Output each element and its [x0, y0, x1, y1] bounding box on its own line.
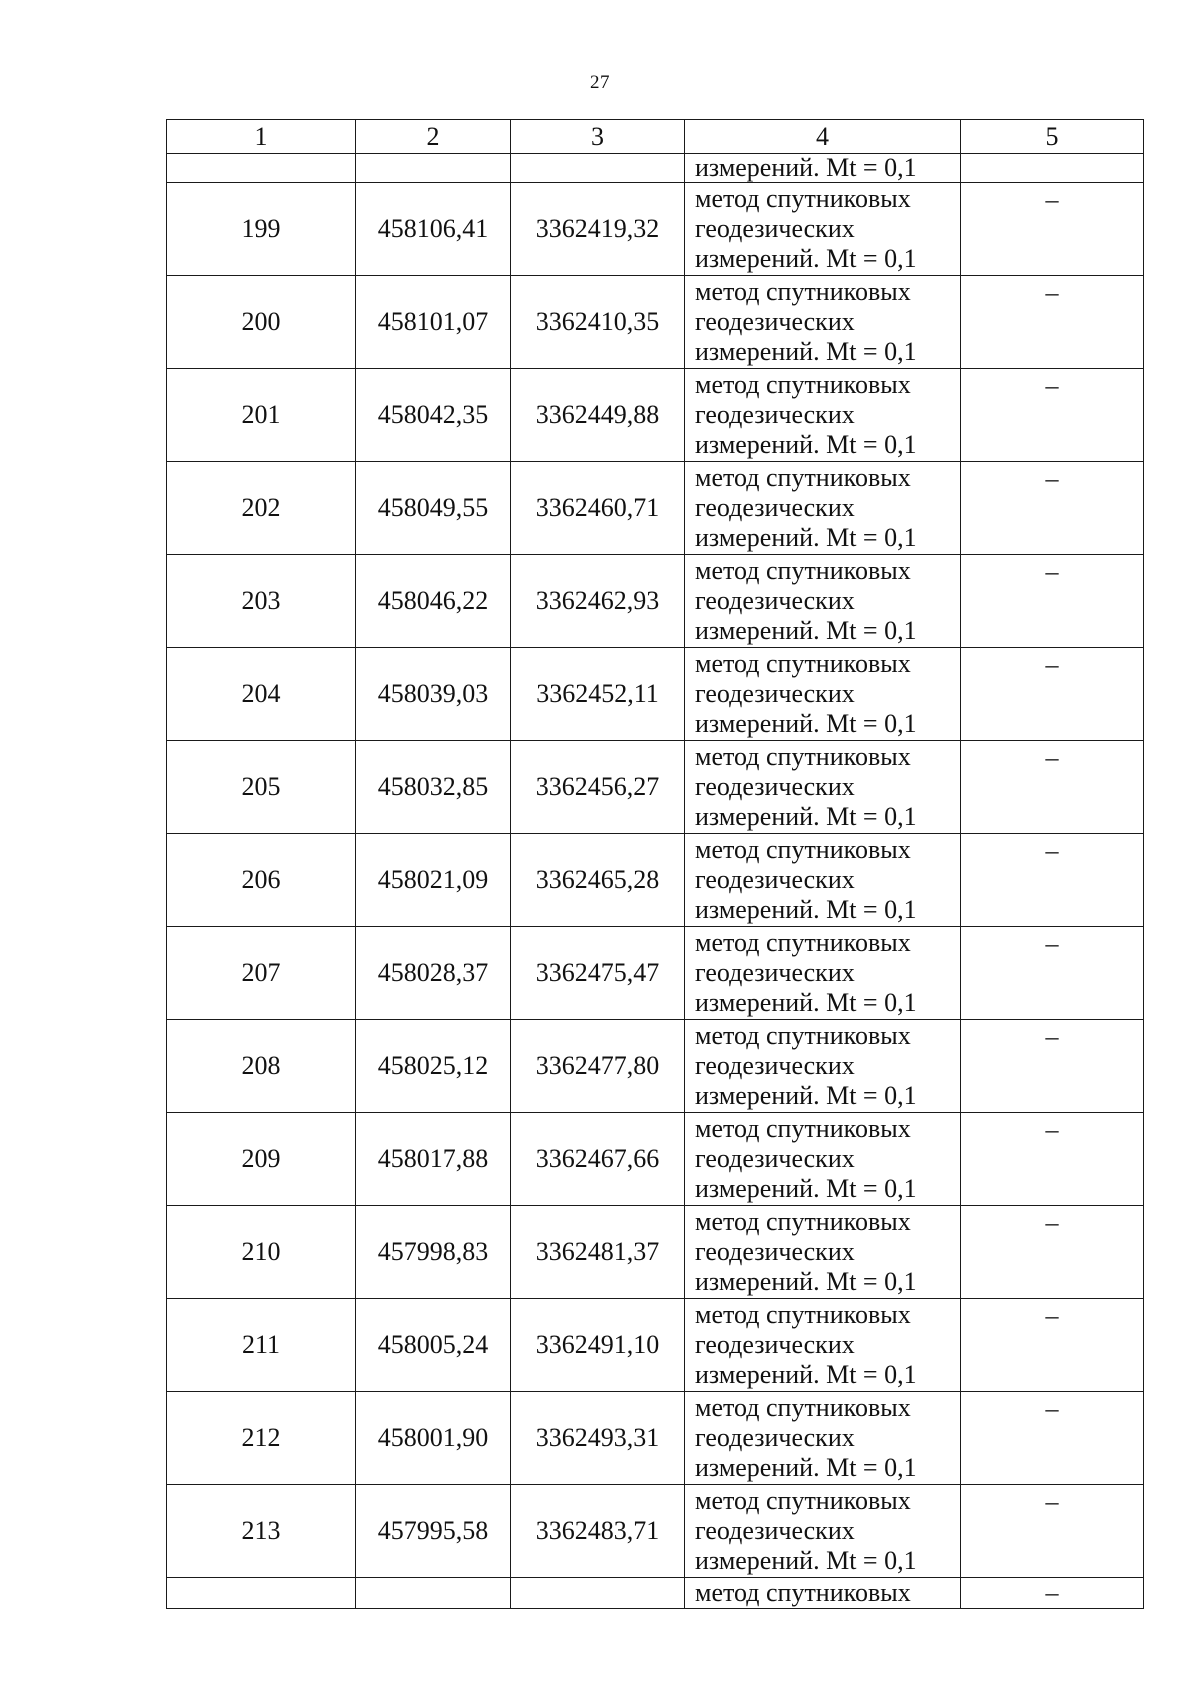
note-cell: –: [961, 1113, 1144, 1206]
method-text-line: метод спутниковых: [695, 1393, 911, 1422]
note-cell: –: [961, 1020, 1144, 1113]
y-coordinate-cell: 3362481,37: [511, 1206, 685, 1299]
note-cell: –: [961, 1485, 1144, 1578]
method-text-line: геодезических: [695, 586, 855, 615]
point-number-cell: 206: [167, 834, 356, 927]
tail-note-cell: –: [961, 1578, 1144, 1609]
method-text-line: измерений. Mt = 0,1: [695, 523, 917, 552]
method-text-line: геодезических: [695, 772, 855, 801]
note-cell: –: [961, 927, 1144, 1020]
method-text-line: метод спутниковых: [695, 1300, 911, 1329]
x-coordinate-cell: 458046,22: [356, 555, 511, 648]
method-cell: [685, 369, 961, 462]
y-coordinate-cell: 3362452,11: [511, 648, 685, 741]
continued-note-cell: [961, 154, 1144, 183]
point-number-cell: 207: [167, 927, 356, 1020]
method-text-line: измерений. Mt = 0,1: [695, 1081, 917, 1110]
y-coordinate-cell: 3362467,66: [511, 1113, 685, 1206]
method-text-line: геодезических: [695, 493, 855, 522]
note-cell: –: [961, 741, 1144, 834]
table-row: [167, 1020, 1144, 1113]
point-number-cell: 201: [167, 369, 356, 462]
method-text-line: измерений. Mt = 0,1: [695, 709, 917, 738]
header-row: [167, 120, 1144, 154]
note-cell: –: [961, 462, 1144, 555]
method-cell: [685, 834, 961, 927]
continued-y-cell: [511, 154, 685, 183]
method-cell: [685, 1392, 961, 1485]
note-cell: –: [961, 1392, 1144, 1485]
method-text-line: геодезических: [695, 958, 855, 987]
x-coordinate-cell: 457998,83: [356, 1206, 511, 1299]
y-coordinate-cell: 3362465,28: [511, 834, 685, 927]
method-cell: [685, 741, 961, 834]
x-coordinate-cell: 458039,03: [356, 648, 511, 741]
method-text-line: измерений. Mt = 0,1: [695, 895, 917, 924]
method-text-line: измерений. Mt = 0,1: [695, 1453, 917, 1482]
method-text-line: геодезических: [695, 1144, 855, 1173]
table-row: [167, 369, 1144, 462]
note-cell: –: [961, 834, 1144, 927]
y-coordinate-cell: 3362475,47: [511, 927, 685, 1020]
y-coordinate-cell: 3362493,31: [511, 1392, 685, 1485]
method-text-line: метод спутниковых: [695, 556, 911, 585]
method-text-line: метод спутниковых: [695, 1021, 911, 1050]
tail-x-cell: [356, 1578, 511, 1609]
method-text-line: измерений. Mt = 0,1: [695, 1174, 917, 1203]
method-text-line: геодезических: [695, 865, 855, 894]
column-header-4: 4: [685, 120, 961, 154]
x-coordinate-cell: 458025,12: [356, 1020, 511, 1113]
method-text-line: измерений. Mt = 0,1: [695, 337, 917, 366]
continued-point-cell: [167, 154, 356, 183]
method-text-line: геодезических: [695, 214, 855, 243]
method-text-line: геодезических: [695, 1330, 855, 1359]
point-number-cell: 213: [167, 1485, 356, 1578]
table-row: [167, 1206, 1144, 1299]
point-number-cell: 203: [167, 555, 356, 648]
table-row: [167, 276, 1144, 369]
note-cell: –: [961, 555, 1144, 648]
point-number-cell: 211: [167, 1299, 356, 1392]
point-number-cell: 199: [167, 183, 356, 276]
coordinates-table: [166, 119, 1144, 1609]
y-coordinate-cell: 3362449,88: [511, 369, 685, 462]
method-cell: [685, 648, 961, 741]
column-header-1: 1: [167, 120, 356, 154]
y-coordinate-cell: 3362410,35: [511, 276, 685, 369]
method-text-line: метод спутниковых: [695, 463, 911, 492]
x-coordinate-cell: 458032,85: [356, 741, 511, 834]
note-cell: –: [961, 183, 1144, 276]
method-text-line: метод спутниковых: [695, 835, 911, 864]
method-text-line: геодезических: [695, 679, 855, 708]
y-coordinate-cell: 3362483,71: [511, 1485, 685, 1578]
y-coordinate-cell: 3362456,27: [511, 741, 685, 834]
method-text-line: геодезических: [695, 1051, 855, 1080]
table-row: [167, 1113, 1144, 1206]
method-text-line: геодезических: [695, 1423, 855, 1452]
method-cell: [685, 276, 961, 369]
method-cell: [685, 1206, 961, 1299]
y-coordinate-cell: 3362477,80: [511, 1020, 685, 1113]
x-coordinate-cell: 458106,41: [356, 183, 511, 276]
table-row: [167, 741, 1144, 834]
tail-y-cell: [511, 1578, 685, 1609]
method-text-line: метод спутниковых: [695, 184, 911, 213]
method-text-line: измерений. Mt = 0,1: [695, 430, 917, 459]
method-text-line: метод спутниковых: [695, 928, 911, 957]
x-coordinate-cell: 458101,07: [356, 276, 511, 369]
table-row: [167, 834, 1144, 927]
x-coordinate-cell: 458001,90: [356, 1392, 511, 1485]
note-cell: –: [961, 276, 1144, 369]
continued-x-cell: [356, 154, 511, 183]
x-coordinate-cell: 458021,09: [356, 834, 511, 927]
table-row: [167, 1485, 1144, 1578]
table-row: [167, 183, 1144, 276]
x-coordinate-cell: 458049,55: [356, 462, 511, 555]
x-coordinate-cell: 458005,24: [356, 1299, 511, 1392]
point-number-cell: 209: [167, 1113, 356, 1206]
tail-point-cell: [167, 1578, 356, 1609]
note-cell: –: [961, 1206, 1144, 1299]
method-text-line: метод спутниковых: [695, 370, 911, 399]
method-text-line: измерений. Mt = 0,1: [695, 244, 917, 273]
column-header-5: 5: [961, 120, 1144, 154]
method-cell: [685, 927, 961, 1020]
method-text-line: метод спутниковых: [695, 1486, 911, 1515]
method-text-line: метод спутниковых: [695, 1207, 911, 1236]
method-text-line: геодезических: [695, 307, 855, 336]
continued-method-cell: измерений. Mt = 0,1: [685, 154, 961, 183]
method-text-line: измерений. Mt = 0,1: [695, 616, 917, 645]
point-number-cell: 208: [167, 1020, 356, 1113]
method-text-line: измерений. Mt = 0,1: [695, 1360, 917, 1389]
method-cell: [685, 1299, 961, 1392]
point-number-cell: 210: [167, 1206, 356, 1299]
point-number-cell: 200: [167, 276, 356, 369]
method-text-line: измерений. Mt = 0,1: [695, 1267, 917, 1296]
method-text-line: метод спутниковых: [695, 742, 911, 771]
x-coordinate-cell: 458042,35: [356, 369, 511, 462]
method-text-line: геодезических: [695, 1237, 855, 1266]
note-cell: –: [961, 648, 1144, 741]
y-coordinate-cell: 3362419,32: [511, 183, 685, 276]
y-coordinate-cell: 3362460,71: [511, 462, 685, 555]
method-cell: [685, 1020, 961, 1113]
method-text-line: метод спутниковых: [695, 649, 911, 678]
note-cell: –: [961, 1299, 1144, 1392]
table-row: [167, 648, 1144, 741]
column-header-2: 2: [356, 120, 511, 154]
table-row: [167, 1392, 1144, 1485]
x-coordinate-cell: 457995,58: [356, 1485, 511, 1578]
point-number-cell: 205: [167, 741, 356, 834]
note-cell: –: [961, 369, 1144, 462]
method-cell: [685, 462, 961, 555]
y-coordinate-cell: 3362462,93: [511, 555, 685, 648]
method-cell: [685, 555, 961, 648]
method-cell: [685, 1485, 961, 1578]
method-text-line: измерений. Mt = 0,1: [695, 802, 917, 831]
page-number: 27: [590, 72, 610, 93]
table-row: [167, 1299, 1144, 1392]
method-text-line: измерений. Mt = 0,1: [695, 988, 917, 1017]
method-cell: [685, 1113, 961, 1206]
table-row: [167, 462, 1144, 555]
point-number-cell: 202: [167, 462, 356, 555]
truncated-row: [167, 1578, 1144, 1609]
method-text-line: метод спутниковых: [695, 277, 911, 306]
table-row: [167, 927, 1144, 1020]
column-header-3: 3: [511, 120, 685, 154]
table-row: [167, 555, 1144, 648]
method-text-line: геодезических: [695, 1516, 855, 1545]
point-number-cell: 204: [167, 648, 356, 741]
x-coordinate-cell: 458017,88: [356, 1113, 511, 1206]
method-text-line: метод спутниковых: [695, 1114, 911, 1143]
x-coordinate-cell: 458028,37: [356, 927, 511, 1020]
method-text-line: измерений. Mt = 0,1: [695, 1546, 917, 1575]
point-number-cell: 212: [167, 1392, 356, 1485]
method-text-line: геодезических: [695, 400, 855, 429]
method-cell: [685, 183, 961, 276]
y-coordinate-cell: 3362491,10: [511, 1299, 685, 1392]
continued-row: [167, 154, 1144, 183]
tail-method-cell: метод спутниковых: [685, 1578, 961, 1609]
